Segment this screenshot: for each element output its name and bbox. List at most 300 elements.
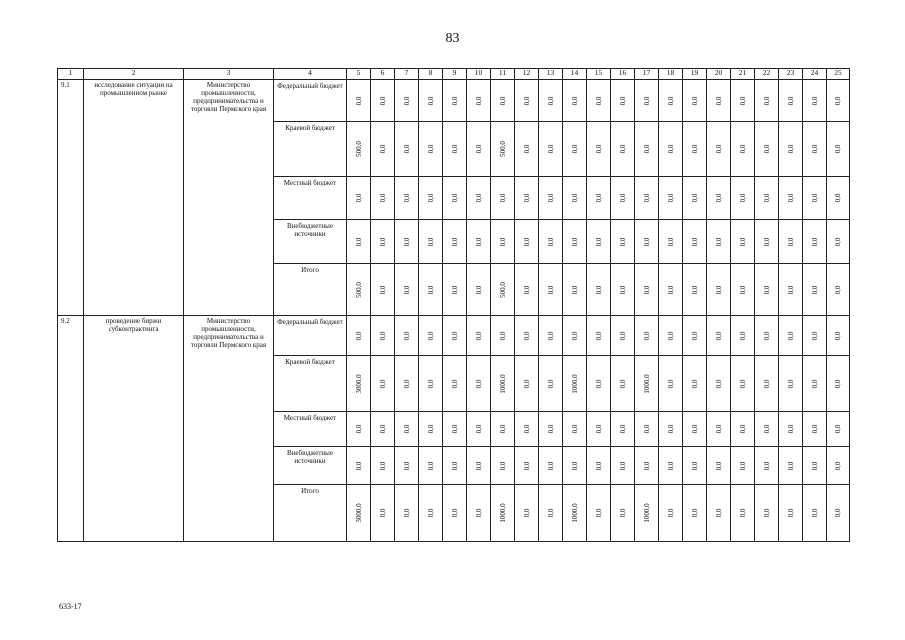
value-cell: [635, 316, 659, 356]
header-cell: 7: [395, 69, 419, 80]
header-cell: 12: [515, 69, 539, 80]
value-text: 0,0: [522, 461, 531, 470]
value-text: 0,0: [690, 144, 699, 154]
value-text: 0,0: [786, 424, 795, 434]
value-text: 0,0: [810, 193, 819, 203]
value-cell: [419, 177, 443, 220]
value-cell: [419, 356, 443, 412]
value-text: 0,0: [378, 379, 387, 388]
value-cell: [491, 177, 515, 220]
value-text: 0,0: [762, 331, 771, 340]
value-cell: [779, 177, 803, 220]
value-text: 0,0: [810, 285, 819, 294]
value-text: 0,0: [810, 96, 819, 105]
value-cell: [467, 356, 491, 412]
value-cell: [683, 122, 707, 177]
value-cell: [587, 220, 611, 264]
value-text: 0,0: [570, 237, 579, 246]
value-text: 0,0: [354, 424, 363, 434]
value-cell: [659, 220, 683, 264]
value-cell: [803, 220, 827, 264]
value-cell: [467, 485, 491, 542]
value-text: 0,0: [450, 237, 459, 246]
value-cell: [467, 220, 491, 264]
value-cell: [395, 220, 419, 264]
value-cell: [491, 485, 515, 542]
value-cell: [779, 80, 803, 122]
value-cell: [707, 356, 731, 412]
value-text: 0,0: [738, 285, 747, 294]
value-text: 0,0: [810, 508, 819, 518]
value-text: 0,0: [810, 144, 819, 154]
value-cell: [755, 356, 779, 412]
value-cell: [515, 220, 539, 264]
value-cell: [659, 447, 683, 485]
value-cell: [515, 447, 539, 485]
value-text: 0,0: [594, 461, 603, 470]
value-cell: [539, 177, 563, 220]
value-cell: [371, 485, 395, 542]
value-cell: [803, 80, 827, 122]
value-cell: [707, 177, 731, 220]
value-cell: [467, 447, 491, 485]
value-cell: [395, 122, 419, 177]
header-cell: 1: [58, 69, 84, 80]
value-text: 0,0: [426, 331, 435, 340]
value-text: 0,0: [426, 237, 435, 246]
value-text: 0,0: [402, 379, 411, 388]
header-cell: 6: [371, 69, 395, 80]
value-text: 0,0: [498, 96, 507, 105]
value-text: 0,0: [833, 144, 842, 154]
value-cell: [707, 122, 731, 177]
value-text: 0,0: [714, 193, 723, 203]
value-cell: [563, 177, 587, 220]
value-cell: [419, 485, 443, 542]
value-cell: [731, 220, 755, 264]
value-cell: [515, 122, 539, 177]
funding-source: Местный бюджет: [274, 412, 347, 447]
value-cell: [659, 122, 683, 177]
value-cell: [803, 485, 827, 542]
value-cell: [683, 356, 707, 412]
value-text: 0,0: [354, 237, 363, 246]
value-text: 1000,0: [498, 503, 507, 523]
value-text: 0,0: [690, 424, 699, 434]
value-text: 0,0: [378, 144, 387, 154]
value-text: 0,0: [378, 285, 387, 294]
header-cell: 18: [659, 69, 683, 80]
header-cell: 22: [755, 69, 779, 80]
value-cell: [803, 122, 827, 177]
value-cell: [755, 485, 779, 542]
value-cell: [563, 485, 587, 542]
value-cell: [491, 80, 515, 122]
value-text: 0,0: [402, 461, 411, 470]
value-text: 0,0: [714, 508, 723, 518]
value-cell: [347, 485, 371, 542]
value-text: 0,0: [810, 424, 819, 434]
value-cell: [395, 412, 419, 447]
value-cell: [659, 80, 683, 122]
value-cell: [587, 80, 611, 122]
funding-source: Местный бюджет: [274, 177, 347, 220]
value-text: 0,0: [522, 285, 531, 294]
executor-name: Министерство промышленности, предпринимательства и торговли Пермского края: [184, 80, 274, 316]
value-cell: [707, 316, 731, 356]
value-text: 0,0: [594, 144, 603, 154]
table-row: [58, 316, 850, 356]
header-cell: 3: [184, 69, 274, 80]
value-text: 0,0: [498, 424, 507, 434]
value-cell: [443, 122, 467, 177]
value-text: 0,0: [762, 237, 771, 246]
value-text: 1000,0: [570, 373, 579, 394]
value-text: 1000,0: [642, 373, 651, 394]
value-cell: [467, 264, 491, 316]
value-cell: [611, 122, 635, 177]
value-text: 0,0: [642, 144, 651, 154]
value-cell: [443, 80, 467, 122]
value-cell: [395, 264, 419, 316]
value-text: 500,0: [498, 141, 507, 157]
value-text: 0,0: [786, 237, 795, 246]
value-text: 1000,0: [642, 503, 651, 523]
executor-name: Министерство промышленности, предпринимательства и торговли Пермского края: [184, 316, 274, 542]
value-text: 0,0: [594, 331, 603, 340]
value-cell: [371, 177, 395, 220]
value-text: 0,0: [786, 379, 795, 388]
value-text: 1000,0: [570, 503, 579, 523]
value-text: 0,0: [522, 144, 531, 154]
value-cell: [635, 485, 659, 542]
value-cell: [347, 122, 371, 177]
header-cell: 25: [827, 69, 850, 80]
value-text: 0,0: [738, 424, 747, 434]
value-cell: [611, 264, 635, 316]
value-text: 0,0: [594, 96, 603, 105]
value-text: 0,0: [738, 237, 747, 246]
value-text: 0,0: [666, 237, 675, 246]
value-cell: [683, 264, 707, 316]
value-text: 0,0: [714, 331, 723, 340]
value-cell: [827, 316, 850, 356]
value-cell: [659, 356, 683, 412]
value-text: 0,0: [666, 144, 675, 154]
value-text: 0,0: [738, 96, 747, 105]
value-cell: [491, 122, 515, 177]
value-cell: [371, 412, 395, 447]
value-text: 0,0: [618, 144, 627, 154]
value-text: 0,0: [474, 237, 483, 246]
value-cell: [827, 264, 850, 316]
value-cell: [563, 356, 587, 412]
value-text: 0,0: [738, 144, 747, 154]
value-text: 0,0: [833, 331, 842, 340]
value-text: 0,0: [642, 96, 651, 105]
value-text: 0,0: [738, 379, 747, 388]
value-cell: [755, 80, 779, 122]
value-text: 0,0: [594, 424, 603, 434]
value-text: 0,0: [450, 144, 459, 154]
value-text: 0,0: [762, 193, 771, 203]
value-text: 0,0: [666, 379, 675, 388]
page-number: 83: [445, 31, 460, 46]
value-cell: [347, 412, 371, 447]
value-cell: [467, 316, 491, 356]
value-text: 0,0: [354, 193, 363, 203]
value-text: 500,0: [498, 281, 507, 298]
value-text: 0,0: [714, 144, 723, 154]
header-cell: 4: [274, 69, 347, 80]
funding-source: Внебюджетные источники: [274, 447, 347, 485]
header-cell: 15: [587, 69, 611, 80]
value-text: 0,0: [594, 193, 603, 203]
value-cell: [563, 316, 587, 356]
value-cell: [539, 447, 563, 485]
value-text: 0,0: [450, 285, 459, 294]
value-text: 0,0: [690, 237, 699, 246]
funding-source: Краевой бюджет: [274, 356, 347, 412]
value-cell: [347, 356, 371, 412]
value-text: 0,0: [450, 461, 459, 470]
value-text: 0,0: [546, 193, 555, 203]
value-text: 0,0: [690, 193, 699, 203]
value-cell: [563, 220, 587, 264]
value-cell: [635, 412, 659, 447]
value-text: 0,0: [762, 285, 771, 294]
value-text: 0,0: [378, 96, 387, 105]
value-cell: [635, 264, 659, 316]
header-cell: 17: [635, 69, 659, 80]
value-text: 0,0: [594, 379, 603, 388]
value-text: 0,0: [474, 96, 483, 105]
value-text: 1000,0: [498, 373, 507, 394]
value-cell: [803, 447, 827, 485]
header-cell: 14: [563, 69, 587, 80]
value-cell: [755, 177, 779, 220]
value-cell: [467, 177, 491, 220]
value-cell: [419, 122, 443, 177]
value-text: 0,0: [546, 424, 555, 434]
value-text: 0,0: [546, 331, 555, 340]
value-cell: [587, 122, 611, 177]
value-cell: [611, 485, 635, 542]
value-cell: [707, 220, 731, 264]
value-cell: [491, 412, 515, 447]
value-cell: [515, 264, 539, 316]
value-cell: [587, 447, 611, 485]
header-cell: 13: [539, 69, 563, 80]
header-cell: 5: [347, 69, 371, 80]
value-text: 0,0: [474, 331, 483, 340]
value-cell: [347, 177, 371, 220]
value-cell: [803, 412, 827, 447]
value-text: 0,0: [762, 508, 771, 518]
value-cell: [443, 447, 467, 485]
value-text: 0,0: [738, 461, 747, 470]
value-text: 0,0: [762, 144, 771, 154]
value-cell: [395, 356, 419, 412]
value-cell: [611, 220, 635, 264]
value-text: 0,0: [762, 424, 771, 434]
value-text: 0,0: [450, 193, 459, 203]
value-cell: [779, 220, 803, 264]
value-cell: [515, 356, 539, 412]
value-text: 0,0: [666, 424, 675, 434]
value-text: 0,0: [378, 331, 387, 340]
value-cell: [371, 316, 395, 356]
value-cell: [611, 80, 635, 122]
value-cell: [539, 316, 563, 356]
value-text: 0,0: [450, 96, 459, 105]
value-cell: [755, 122, 779, 177]
value-cell: [611, 447, 635, 485]
value-text: 0,0: [690, 285, 699, 294]
value-text: 0,0: [570, 285, 579, 294]
value-text: 0,0: [666, 285, 675, 294]
funding-source: Краевой бюджет: [274, 122, 347, 177]
value-cell: [419, 447, 443, 485]
value-text: 0,0: [570, 461, 579, 470]
value-text: 0,0: [450, 331, 459, 340]
value-cell: [779, 316, 803, 356]
value-text: 0,0: [474, 424, 483, 434]
value-text: 0,0: [666, 193, 675, 203]
value-cell: [515, 80, 539, 122]
value-text: 0,0: [714, 96, 723, 105]
value-text: 0,0: [522, 331, 531, 340]
value-cell: [803, 316, 827, 356]
header-cell: 11: [491, 69, 515, 80]
value-text: 0,0: [666, 96, 675, 105]
value-text: 0,0: [786, 96, 795, 105]
value-text: 0,0: [810, 461, 819, 470]
value-cell: [683, 412, 707, 447]
activity-name: исследование ситуации на промышленном рынке: [84, 80, 184, 316]
header-cell: 8: [419, 69, 443, 80]
value-cell: [467, 412, 491, 447]
value-text: 0,0: [690, 508, 699, 518]
value-text: 0,0: [833, 461, 842, 470]
value-cell: [803, 264, 827, 316]
value-text: 0,0: [426, 508, 435, 518]
value-text: 0,0: [642, 237, 651, 246]
value-cell: [827, 485, 850, 542]
value-text: 500,0: [354, 281, 363, 298]
value-text: 0,0: [402, 424, 411, 434]
funding-source: Внебюджетные источники: [274, 220, 347, 264]
value-text: 0,0: [762, 379, 771, 388]
value-cell: [659, 485, 683, 542]
header-cell: 24: [803, 69, 827, 80]
value-cell: [539, 356, 563, 412]
value-text: 0,0: [786, 193, 795, 203]
value-cell: [731, 316, 755, 356]
value-text: 0,0: [738, 193, 747, 203]
value-cell: [611, 412, 635, 447]
value-cell: [683, 220, 707, 264]
value-cell: [419, 80, 443, 122]
value-cell: [635, 177, 659, 220]
value-text: 0,0: [522, 237, 531, 246]
value-cell: [419, 412, 443, 447]
value-cell: [563, 80, 587, 122]
value-text: 0,0: [402, 331, 411, 340]
budget-table: [57, 68, 850, 542]
header-cell: 2: [84, 69, 184, 80]
value-cell: [539, 485, 563, 542]
value-text: 0,0: [810, 331, 819, 340]
value-cell: [683, 177, 707, 220]
value-text: 0,0: [594, 285, 603, 294]
value-text: 0,0: [738, 508, 747, 518]
value-text: 0,0: [378, 193, 387, 203]
value-cell: [755, 220, 779, 264]
value-text: 0,0: [738, 331, 747, 340]
value-text: 0,0: [570, 331, 579, 340]
value-cell: [587, 264, 611, 316]
value-cell: [707, 485, 731, 542]
value-cell: [539, 220, 563, 264]
value-cell: [635, 122, 659, 177]
funding-source: Итого: [274, 264, 347, 316]
header-cell: 10: [467, 69, 491, 80]
value-cell: [779, 264, 803, 316]
value-text: 0,0: [546, 237, 555, 246]
value-cell: [371, 356, 395, 412]
value-text: 0,0: [786, 144, 795, 154]
value-cell: [563, 122, 587, 177]
header-cell: 9: [443, 69, 467, 80]
value-cell: [779, 447, 803, 485]
value-cell: [395, 316, 419, 356]
value-text: 0,0: [618, 424, 627, 434]
value-text: 0,0: [402, 144, 411, 154]
activity-name: проведение биржи субконтрактинга: [84, 316, 184, 542]
value-cell: [803, 177, 827, 220]
value-cell: [443, 264, 467, 316]
value-text: 0,0: [714, 424, 723, 434]
value-text: 0,0: [714, 237, 723, 246]
value-text: 0,0: [474, 193, 483, 203]
value-cell: [539, 80, 563, 122]
value-text: 0,0: [642, 331, 651, 340]
value-text: 0,0: [354, 461, 363, 470]
value-text: 0,0: [570, 144, 579, 154]
value-text: 0,0: [402, 96, 411, 105]
value-cell: [443, 412, 467, 447]
value-cell: [395, 447, 419, 485]
value-text: 0,0: [450, 424, 459, 434]
value-text: 0,0: [786, 461, 795, 470]
value-text: 0,0: [426, 285, 435, 294]
value-text: 0,0: [378, 237, 387, 246]
value-text: 0,0: [474, 379, 483, 388]
value-text: 0,0: [546, 96, 555, 105]
value-text: 0,0: [450, 508, 459, 518]
value-text: 0,0: [474, 144, 483, 154]
value-cell: [659, 264, 683, 316]
value-cell: [755, 412, 779, 447]
value-text: 0,0: [450, 379, 459, 388]
value-cell: [731, 412, 755, 447]
value-cell: [707, 447, 731, 485]
funding-source: Итого: [274, 485, 347, 542]
value-cell: [731, 80, 755, 122]
value-text: 0,0: [833, 508, 842, 518]
value-cell: [755, 316, 779, 356]
